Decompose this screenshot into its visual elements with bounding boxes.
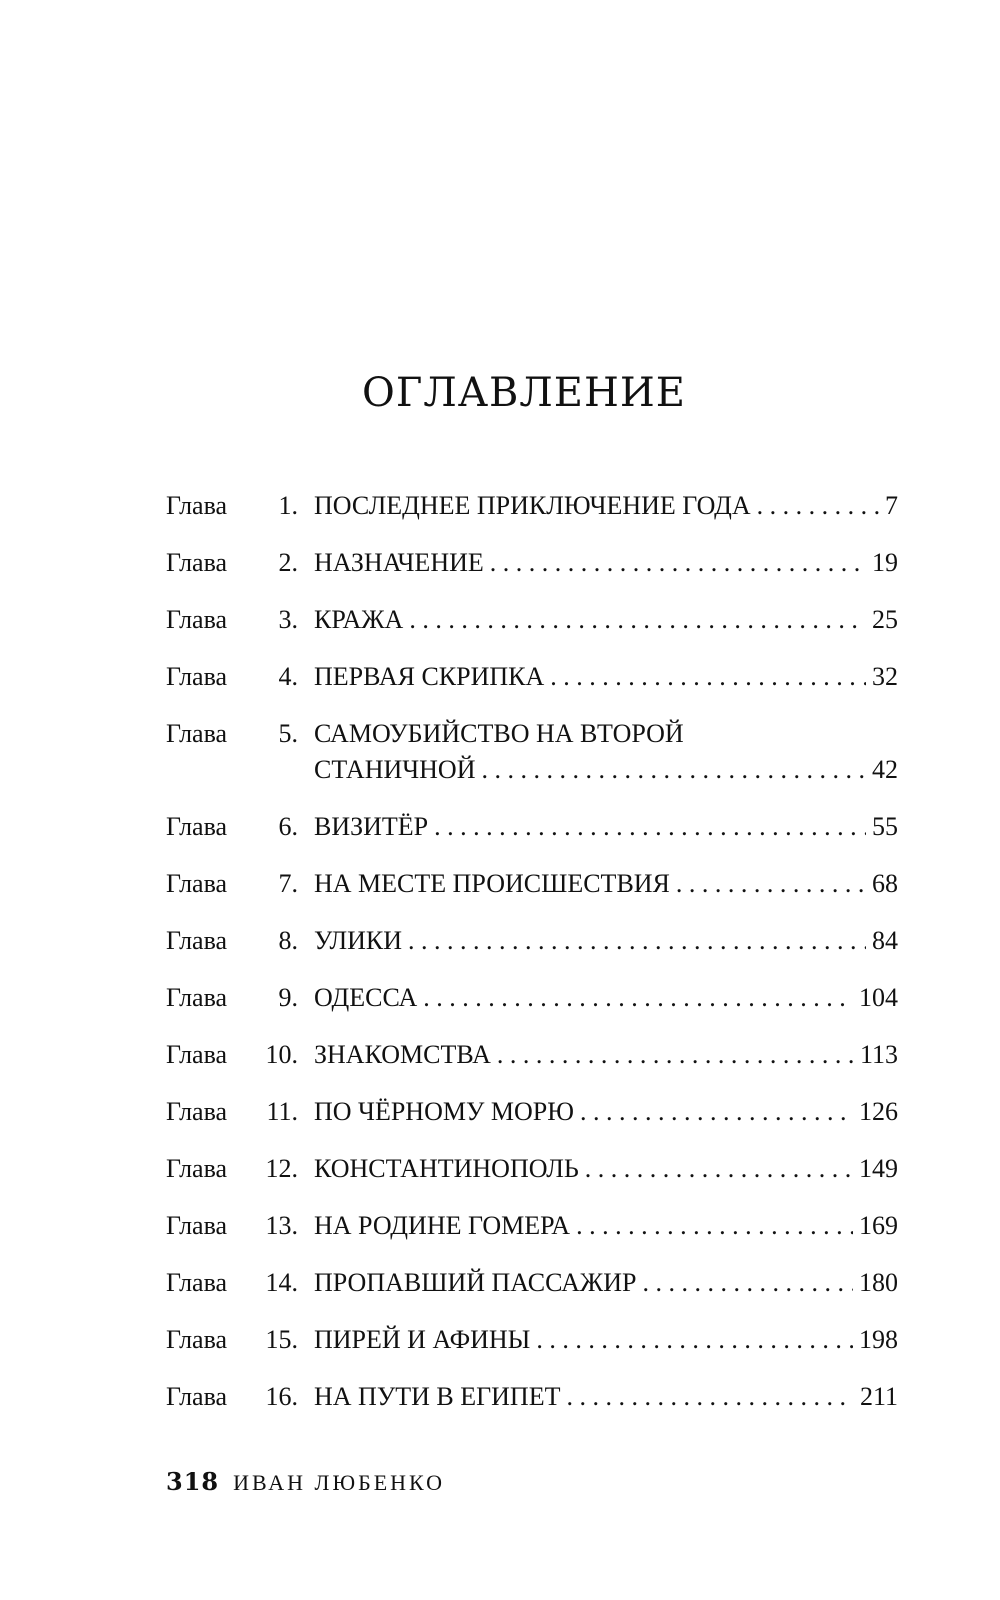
chapter-body — [298, 488, 898, 524]
chapter-word: Глава — [166, 926, 228, 955]
chapter-number: 10. — [265, 1040, 298, 1069]
chapter-body — [298, 1151, 898, 1187]
chapter-page-number: 113 — [859, 1040, 898, 1069]
chapter-page-number: 25 — [872, 605, 898, 634]
toc-entry — [166, 923, 898, 959]
dot-leader — [757, 488, 879, 524]
chapter-number: 6. — [278, 812, 298, 841]
chapter-leader-line — [314, 602, 898, 638]
chapter-title: ПО ЧЁРНОМУ МОРЮ — [314, 1097, 574, 1126]
dot-leader — [409, 602, 866, 638]
chapter-leader-line — [314, 488, 898, 524]
chapter-leader-line — [314, 752, 898, 788]
toc-entry — [166, 659, 898, 695]
chapter-number: 8. — [278, 926, 298, 955]
toc-entry — [166, 809, 898, 845]
dot-leader — [481, 752, 866, 788]
toc-entry — [166, 488, 898, 524]
dot-leader — [497, 1037, 854, 1073]
dot-leader — [434, 809, 866, 845]
chapter-title: КРАЖА — [314, 605, 404, 634]
toc-entry — [166, 866, 898, 902]
chapter-leader-line — [314, 1379, 898, 1415]
chapter-page-number: 32 — [872, 662, 898, 691]
chapter-number: 2. — [278, 548, 298, 577]
toc-entry — [166, 1265, 898, 1301]
chapter-page-number: 126 — [859, 1097, 898, 1126]
chapter-leader-line — [314, 1322, 898, 1358]
chapter-word: Глава — [166, 491, 228, 520]
chapter-page-number: 169 — [859, 1211, 898, 1240]
chapter-word: Глава — [166, 1097, 228, 1126]
dot-leader — [550, 659, 866, 695]
chapter-title: СТАНИЧНОЙ — [314, 755, 476, 784]
chapter-body — [298, 1094, 898, 1130]
dot-leader — [676, 866, 866, 902]
chapter-body — [298, 545, 898, 581]
chapter-page-number: 198 — [859, 1325, 898, 1354]
toc-entry — [166, 980, 898, 1016]
chapter-page-number: 55 — [872, 812, 898, 841]
chapter-body — [298, 1208, 898, 1244]
chapter-word: Глава — [166, 1154, 228, 1183]
chapter-number: 16. — [265, 1382, 298, 1411]
chapter-word: Глава — [166, 812, 228, 841]
chapter-body — [298, 659, 898, 695]
toc-title: ОГЛАВЛЕНИЕ — [362, 370, 686, 416]
chapter-body — [298, 923, 898, 959]
chapter-title: НАЗНАЧЕНИЕ — [314, 548, 484, 577]
chapter-number: 11. — [266, 1097, 298, 1126]
dot-leader — [580, 1094, 853, 1130]
chapter-page-number: 68 — [872, 869, 898, 898]
chapter-number: 7. — [278, 869, 298, 898]
chapter-body — [298, 809, 898, 845]
chapter-body — [298, 602, 898, 638]
toc-entry — [166, 1037, 898, 1073]
toc-entry — [166, 1208, 898, 1244]
chapter-number: 5. — [278, 719, 298, 748]
dot-leader — [585, 1151, 853, 1187]
toc-entry — [166, 1379, 898, 1415]
chapter-page-number: 7 — [885, 491, 898, 520]
chapter-leader-line — [314, 809, 898, 845]
author-name: ИВАН ЛЮБЕНКО — [233, 1470, 446, 1495]
chapter-number: 9. — [278, 983, 298, 1012]
chapter-title: ПРОПАВШИЙ ПАССАЖИР — [314, 1268, 637, 1297]
chapter-word: Глава — [166, 605, 228, 634]
dot-leader — [536, 1322, 853, 1358]
chapter-body — [298, 1322, 898, 1358]
chapter-leader-line — [314, 659, 898, 695]
chapter-body — [298, 1037, 898, 1073]
chapter-word: Глава — [166, 983, 228, 1012]
chapter-title: ОДЕССА — [314, 983, 418, 1012]
chapter-word: Глава — [166, 1382, 228, 1411]
chapter-page-number: 42 — [872, 755, 898, 784]
chapter-leader-line — [314, 1094, 898, 1130]
chapter-page-number: 19 — [872, 548, 898, 577]
chapter-word: Глава — [166, 662, 228, 691]
chapter-page-number: 211 — [859, 1382, 898, 1411]
chapter-number: 3. — [278, 605, 298, 634]
chapter-title: НА МЕСТЕ ПРОИСШЕСТВИЯ — [314, 869, 670, 898]
chapter-word: Глава — [166, 719, 228, 748]
toc-entry — [166, 1151, 898, 1187]
chapter-leader-line — [314, 1208, 898, 1244]
chapter-title: ЗНАКОМСТВА — [314, 1040, 491, 1069]
chapter-body — [298, 1379, 898, 1415]
chapter-leader-line — [314, 1265, 898, 1301]
dot-leader — [423, 980, 853, 1016]
chapter-title-line: САМОУБИЙСТВО НА ВТОРОЙ — [314, 719, 684, 748]
dot-leader — [490, 545, 866, 581]
chapter-leader-line — [314, 1037, 898, 1073]
chapter-word: Глава — [166, 869, 228, 898]
dot-leader — [408, 923, 866, 959]
chapter-leader-line — [314, 545, 898, 581]
toc-entry — [166, 716, 898, 788]
chapter-body — [298, 1265, 898, 1301]
chapter-number: 13. — [265, 1211, 298, 1240]
dot-leader — [566, 1379, 853, 1415]
chapter-number: 15. — [265, 1325, 298, 1354]
chapter-title: КОНСТАНТИНОПОЛЬ — [314, 1154, 579, 1183]
chapter-page-number: 84 — [872, 926, 898, 955]
toc-entry — [166, 1322, 898, 1358]
chapter-page-number: 104 — [859, 983, 898, 1012]
chapter-leader-line — [314, 923, 898, 959]
chapter-title: ВИЗИТЁР — [314, 812, 429, 841]
toc-entry — [166, 602, 898, 638]
dot-leader — [642, 1265, 853, 1301]
chapter-body — [298, 716, 898, 788]
chapter-title: ПОСЛЕДНЕЕ ПРИКЛЮЧЕНИЕ ГОДА — [314, 491, 751, 520]
chapter-word: Глава — [166, 1040, 228, 1069]
page-number: 318 — [166, 1467, 220, 1496]
chapter-word: Глава — [166, 548, 228, 577]
toc-entry — [166, 1094, 898, 1130]
chapter-number: 4. — [278, 662, 298, 691]
chapter-word: Глава — [166, 1211, 228, 1240]
chapter-title: УЛИКИ — [314, 926, 403, 955]
chapter-body — [298, 866, 898, 902]
dot-leader — [576, 1208, 853, 1244]
chapter-title: ПЕРВАЯ СКРИПКА — [314, 662, 545, 691]
chapter-leader-line — [314, 866, 898, 902]
chapter-body — [298, 980, 898, 1016]
chapter-word: Глава — [166, 1268, 228, 1297]
chapter-page-number: 180 — [859, 1268, 898, 1297]
chapter-title: НА РОДИНЕ ГОМЕРА — [314, 1211, 571, 1240]
toc-list — [166, 488, 898, 1436]
chapter-number: 14. — [265, 1268, 298, 1297]
chapter-title: ПИРЕЙ И АФИНЫ — [314, 1325, 531, 1354]
toc-entry — [166, 545, 898, 581]
chapter-leader-line — [314, 980, 898, 1016]
chapter-number: 1. — [278, 491, 298, 520]
chapter-word: Глава — [166, 1325, 228, 1354]
chapter-number: 12. — [265, 1154, 298, 1183]
chapter-page-number: 149 — [859, 1154, 898, 1183]
chapter-leader-line — [314, 1151, 898, 1187]
page-footer — [166, 1467, 445, 1498]
chapter-title: НА ПУТИ В ЕГИПЕТ — [314, 1382, 561, 1411]
